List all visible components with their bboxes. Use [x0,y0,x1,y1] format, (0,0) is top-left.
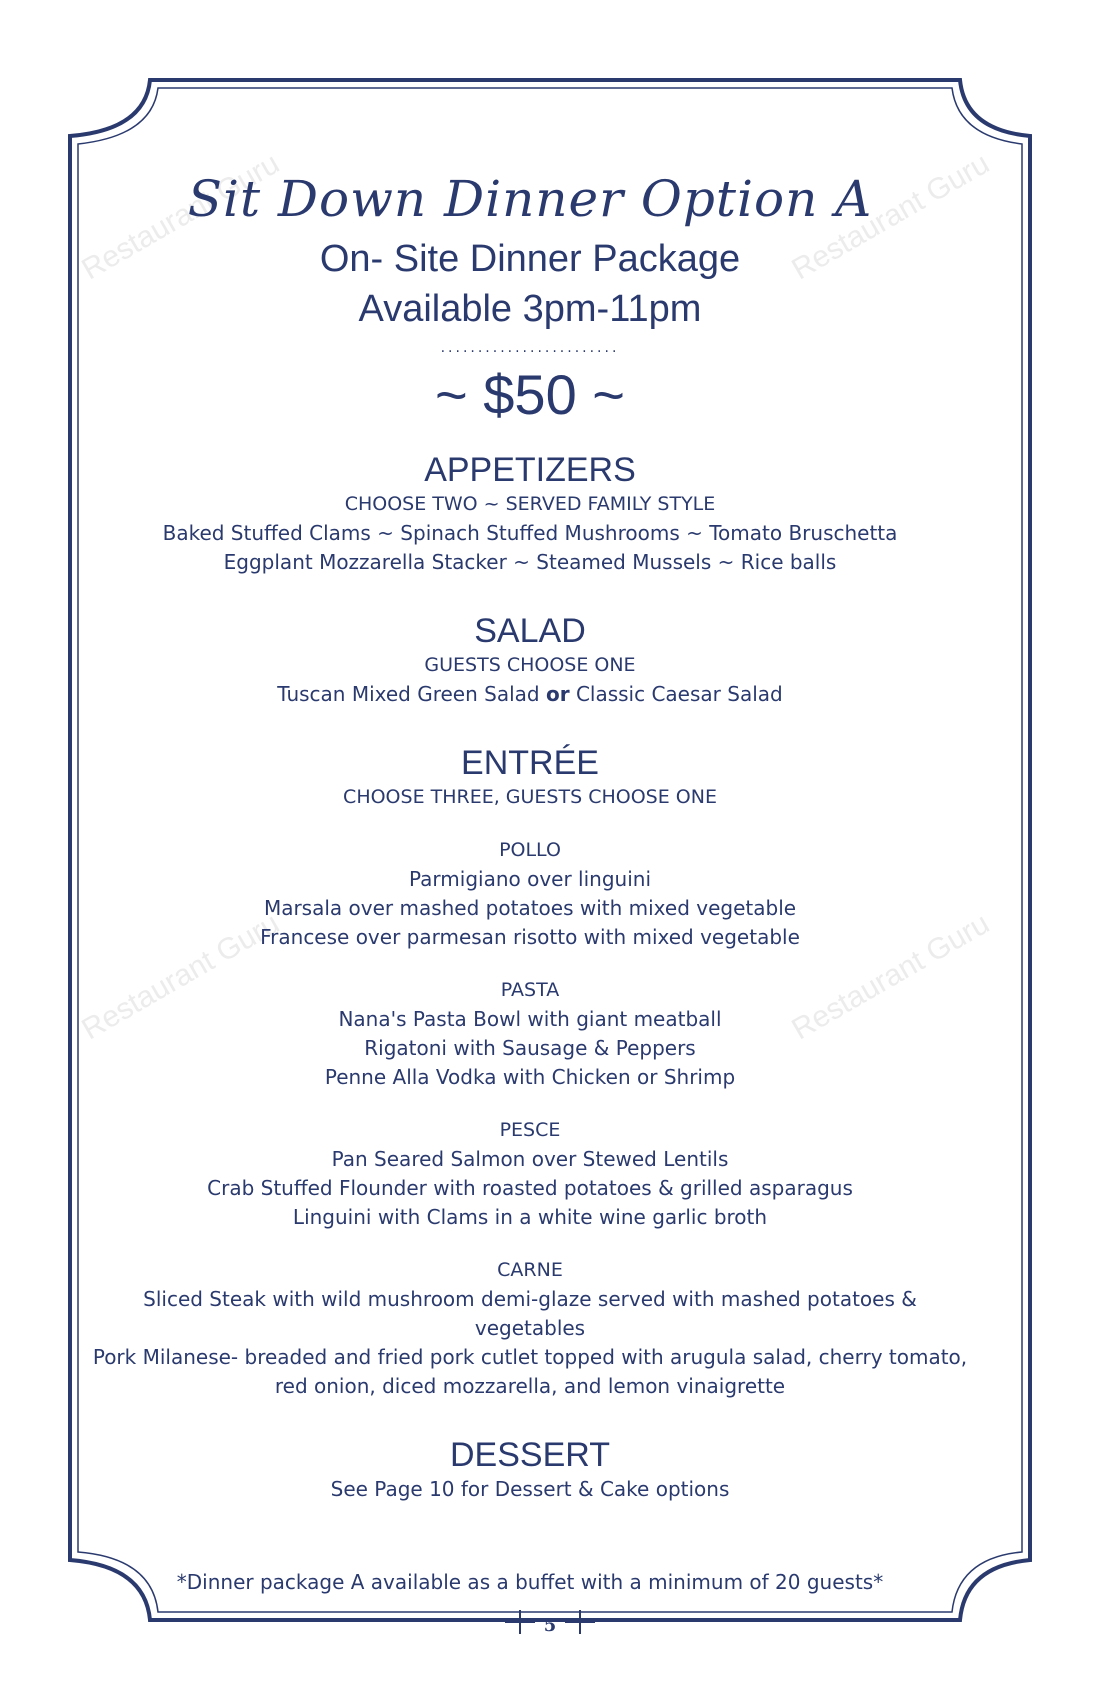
pasta-item: Penne Alla Vodka with Chicken or Shrimp [324,1065,736,1089]
watermark: Restaurant Guru [786,906,995,1047]
price: ~ $50 ~ [435,363,625,426]
watermark: Restaurant Guru [786,146,995,287]
salad-options [90,680,970,709]
pollo-item: Parmigiano over linguini [408,867,651,891]
dessert-heading: DESSERT [450,1436,610,1474]
dotted-divider: ........................ [440,340,620,356]
page-number: 5 [543,1615,557,1636]
salad-or: or [545,682,570,706]
pasta-item: Rigatoni with Sausage & Peppers [364,1036,696,1060]
pesce-item: Crab Stuffed Flounder with roasted potatoes & grilled asparagus [207,1176,853,1200]
carne-item: Sliced Steak with wild mushroom demi-glaze served with mashed potatoes & vegetables [143,1287,917,1340]
watermark: Restaurant Guru [76,146,285,287]
buffet-footnote: *Dinner package A available as a buffet with a minimum of 20 guests* [176,1570,884,1594]
menu-content [90,160,970,1504]
pesce-item: Pan Seared Salmon over Stewed Lentils [331,1147,729,1171]
package-name: On- Site Dinner Package [319,238,741,280]
dessert-note: See Page 10 for Dessert & Cake options [330,1477,730,1501]
carne-item: Pork Milanese- breaded and fried pork cutlet topped with arugula salad, cherry tomato, [92,1345,968,1369]
pasta-item: Nana's Pasta Bowl with giant meatball [338,1007,722,1031]
watermark: Restaurant Guru [76,906,285,1047]
appetizers-line: Baked Stuffed Clams ~ Spinach Stuffed Mushrooms ~ Tomato Bruschetta [162,521,898,545]
pesce-item: Linguini with Clams in a white wine garlic broth [292,1205,768,1229]
pasta-heading: PASTA [500,979,560,1001]
pesce-heading: PESCE [499,1119,561,1141]
pollo-item: Marsala over mashed potatoes with mixed vegetable [263,896,797,920]
pollo-heading: POLLO [499,839,561,861]
salad-note: GUESTS CHOOSE ONE [424,654,636,676]
entree-note: CHOOSE THREE, GUESTS CHOOSE ONE [343,786,717,808]
carne-item: red onion, diced mozzarella, and lemon vinaigrette [274,1374,786,1398]
pollo-item: Francese over parmesan risotto with mixed vegetable [260,925,800,949]
salad-option-b: Classic Caesar Salad [575,682,783,706]
appetizers-note: CHOOSE TWO ~ SERVED FAMILY STYLE [344,493,716,515]
appetizers-line: Eggplant Mozzarella Stacker ~ Steamed Mussels ~ Rice balls [223,550,837,574]
availability: Available 3pm-11pm [358,288,702,330]
carne-heading: CARNE [497,1259,563,1281]
salad-option-a: Tuscan Mixed Green Salad [277,682,540,706]
appetizers-heading: APPETIZERS [424,451,636,489]
salad-heading: SALAD [474,612,586,650]
entree-heading: ENTRÉE [461,744,599,782]
page-title: Sit Down Dinner Option A [187,170,873,228]
